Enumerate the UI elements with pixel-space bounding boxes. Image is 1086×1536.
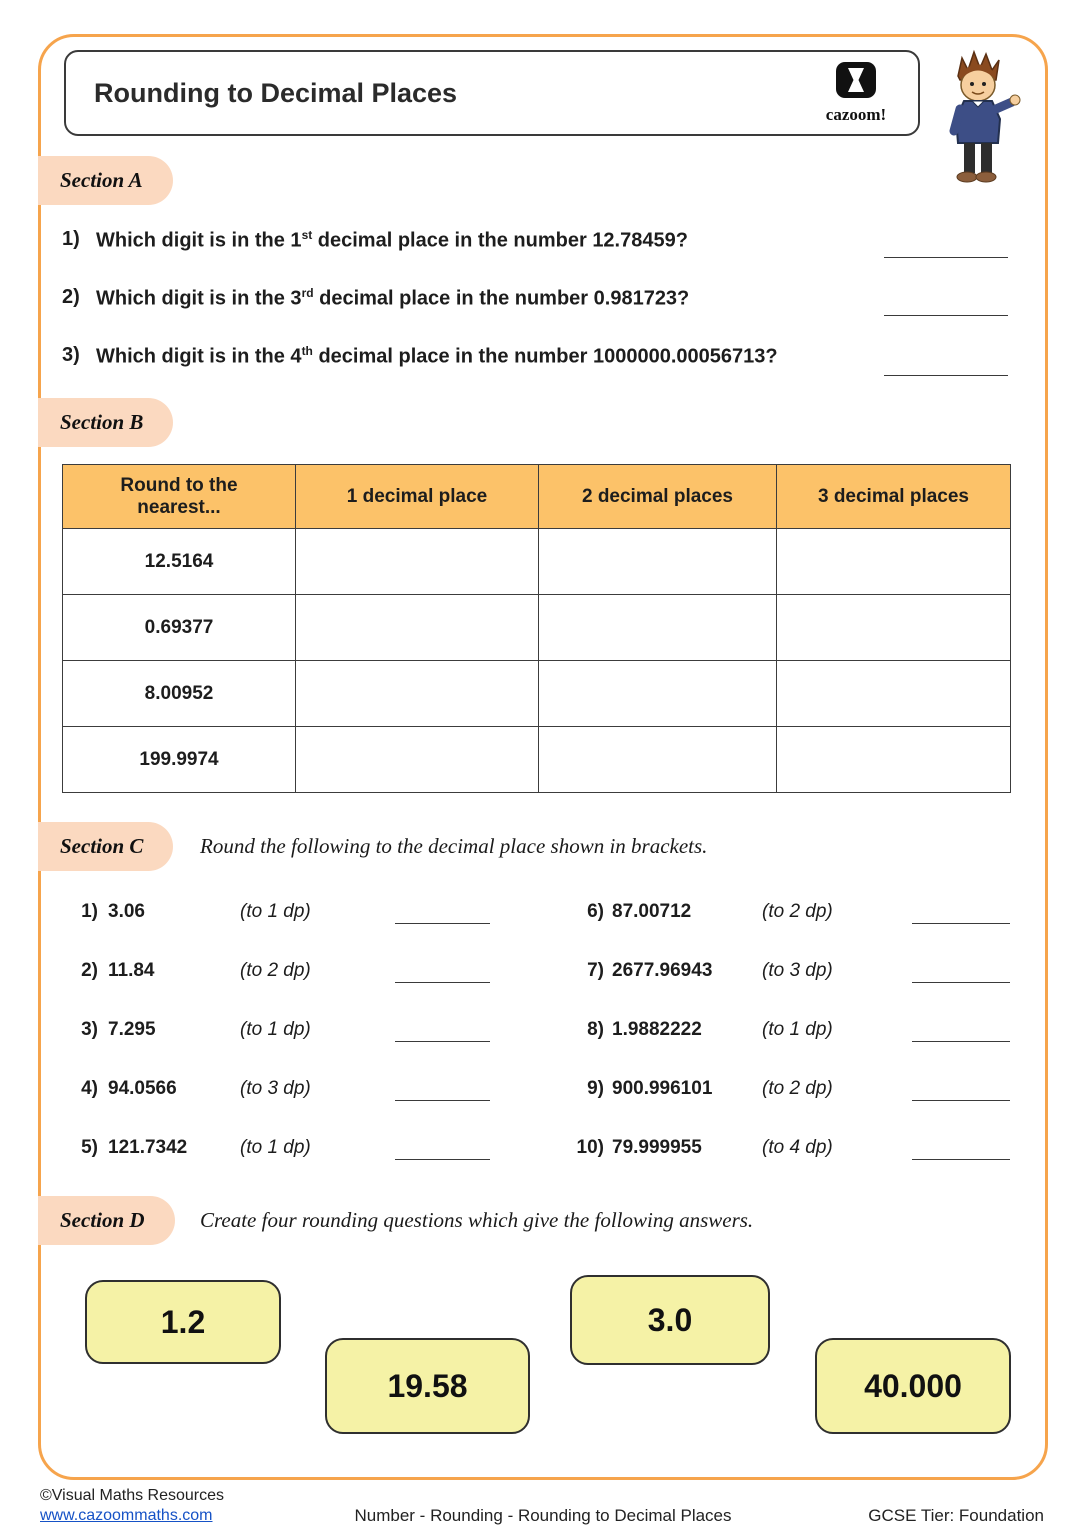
table-value-cell: 199.9974 (63, 727, 296, 793)
question-dp: (to 4 dp) (762, 1137, 833, 1158)
question-text-post: decimal place in the number 12.78459? (312, 229, 688, 252)
table-answer-cell[interactable] (296, 727, 539, 793)
table-answer-cell[interactable] (539, 595, 777, 661)
question-text-pre: Which digit is in the 1 (96, 229, 302, 252)
answer-line-a3[interactable] (884, 350, 1008, 376)
question-c2 (62, 957, 522, 983)
footer-tier-label: GCSE Tier: Foundation (868, 1506, 1044, 1525)
table-answer-cell[interactable] (777, 727, 1011, 793)
question-c3 (62, 1016, 522, 1042)
question-dp: (to 1 dp) (240, 1137, 311, 1158)
table-answer-cell[interactable] (296, 529, 539, 595)
answer-line-c7[interactable] (912, 959, 1010, 983)
table-answer-cell[interactable] (777, 661, 1011, 727)
question-number: 7) (587, 960, 604, 981)
section-c-label: Section C (38, 822, 173, 871)
question-text (96, 344, 778, 369)
table-answer-cell[interactable] (539, 661, 777, 727)
question-number: 6) (587, 901, 604, 922)
question-c7 (560, 957, 1020, 983)
question-number: 1) (81, 901, 98, 922)
question-a3 (62, 344, 778, 369)
table-answer-cell[interactable] (539, 727, 777, 793)
table-answer-cell[interactable] (777, 595, 1011, 661)
question-dp: (to 3 dp) (240, 1078, 311, 1099)
question-text (96, 286, 689, 311)
footer-copyright: ©Visual Maths Resources (40, 1487, 225, 1504)
table-value-cell: 0.69377 (63, 595, 296, 661)
question-dp: (to 2 dp) (762, 901, 833, 922)
table-value-cell: 12.5164 (63, 529, 296, 595)
question-number: 10) (576, 1137, 604, 1158)
answer-line-c9[interactable] (912, 1077, 1010, 1101)
mascot-character-illustration (928, 46, 1028, 201)
question-number: 4) (81, 1078, 98, 1099)
question-c1 (62, 898, 522, 924)
question-dp: (to 3 dp) (762, 960, 833, 981)
question-number: 3) (62, 344, 80, 366)
table-answer-cell[interactable] (539, 529, 777, 595)
table-header-1dp: 1 decimal place (296, 465, 539, 529)
question-c10 (560, 1134, 1020, 1160)
question-number: 8) (587, 1019, 604, 1040)
table-row (63, 661, 1011, 727)
table-header-nearest: Round to the nearest... (63, 465, 296, 529)
question-value: 87.00712 (612, 901, 692, 922)
section-a-label: Section A (38, 156, 173, 205)
answer-box-4: 40.000 (815, 1338, 1011, 1434)
answer-box-1: 1.2 (85, 1280, 281, 1364)
answer-box-3: 3.0 (570, 1275, 770, 1365)
ordinal-suffix: th (301, 344, 313, 358)
section-d-instruction: Create four rounding questions which give the following answers. (200, 1208, 754, 1232)
table-row (63, 727, 1011, 793)
table-answer-cell[interactable] (296, 661, 539, 727)
question-text-pre: Which digit is in the 3 (96, 287, 302, 310)
answer-line-a2[interactable] (884, 290, 1008, 316)
rounding-table (62, 464, 1011, 793)
answer-line-a1[interactable] (884, 232, 1008, 258)
question-value: 900.996101 (612, 1078, 713, 1099)
ordinal-suffix: rd (301, 286, 314, 300)
question-c4 (62, 1075, 522, 1101)
section-c-instruction: Round the following to the decimal place shown in brackets. (200, 834, 708, 858)
question-value: 94.0566 (108, 1078, 177, 1099)
question-value: 11.84 (108, 960, 155, 981)
answer-line-c5[interactable] (395, 1136, 490, 1160)
cazoom-logo-text: cazoom! (825, 105, 887, 124)
table-header-3dp: 3 decimal places (777, 465, 1011, 529)
header-box (64, 50, 920, 136)
answer-line-c3[interactable] (395, 1018, 490, 1042)
question-value: 3.06 (108, 901, 145, 922)
question-number: 2) (62, 286, 80, 308)
question-number: 1) (62, 228, 80, 250)
question-c5 (62, 1134, 522, 1160)
mascot-boy-icon (928, 46, 1028, 196)
question-dp: (to 1 dp) (240, 1019, 311, 1040)
footer-breadcrumb: Number - Rounding - Rounding to Decimal Places (354, 1506, 732, 1525)
table-answer-cell[interactable] (296, 595, 539, 661)
ordinal-suffix: st (301, 228, 313, 242)
question-dp: (to 2 dp) (240, 960, 311, 981)
page-title: Rounding to Decimal Places (94, 77, 458, 108)
question-c8 (560, 1016, 1020, 1042)
section-b-label: Section B (38, 398, 173, 447)
footer-website-link[interactable]: www.cazoommaths.com (40, 1507, 213, 1524)
section-c-right-column (560, 898, 1020, 1193)
section-c-left-column (62, 898, 522, 1193)
table-row (63, 529, 1011, 595)
answer-line-c4[interactable] (395, 1077, 490, 1101)
question-dp: (to 1 dp) (240, 901, 311, 922)
table-header-2dp: 2 decimal places (539, 465, 777, 529)
question-value: 7.295 (108, 1019, 156, 1040)
question-text (96, 228, 688, 253)
table-value-cell: 8.00952 (63, 661, 296, 727)
table-row (63, 595, 1011, 661)
question-a1 (62, 228, 688, 253)
question-value: 1.9882222 (612, 1019, 702, 1040)
answer-line-c2[interactable] (395, 959, 490, 983)
question-dp: (to 2 dp) (762, 1078, 833, 1099)
question-number: 9) (587, 1078, 604, 1099)
question-value: 79.999955 (612, 1137, 702, 1158)
question-value: 121.7342 (108, 1137, 188, 1158)
question-number: 5) (81, 1137, 98, 1158)
section-d-label: Section D (38, 1196, 175, 1245)
question-a2 (62, 286, 689, 311)
answer-box-2: 19.58 (325, 1338, 530, 1434)
question-value: 2677.96943 (612, 960, 713, 981)
table-answer-cell[interactable] (777, 529, 1011, 595)
cazoom-logo (810, 60, 902, 125)
question-c6 (560, 898, 1020, 924)
question-c9 (560, 1075, 1020, 1101)
cazoom-logo-icon (834, 60, 878, 100)
question-text-pre: Which digit is in the 4 (96, 345, 302, 368)
table-header-row (63, 465, 1011, 529)
answer-line-c10[interactable] (912, 1136, 1010, 1160)
question-dp: (to 1 dp) (762, 1019, 833, 1040)
question-text-post: decimal place in the number 1000000.00056713? (312, 345, 778, 368)
answer-line-c8[interactable] (912, 1018, 1010, 1042)
question-text-post: decimal place in the number 0.981723? (313, 287, 690, 310)
answer-line-c6[interactable] (912, 900, 1010, 924)
question-number: 2) (81, 960, 98, 981)
question-number: 3) (81, 1019, 98, 1040)
answer-line-c1[interactable] (395, 900, 490, 924)
